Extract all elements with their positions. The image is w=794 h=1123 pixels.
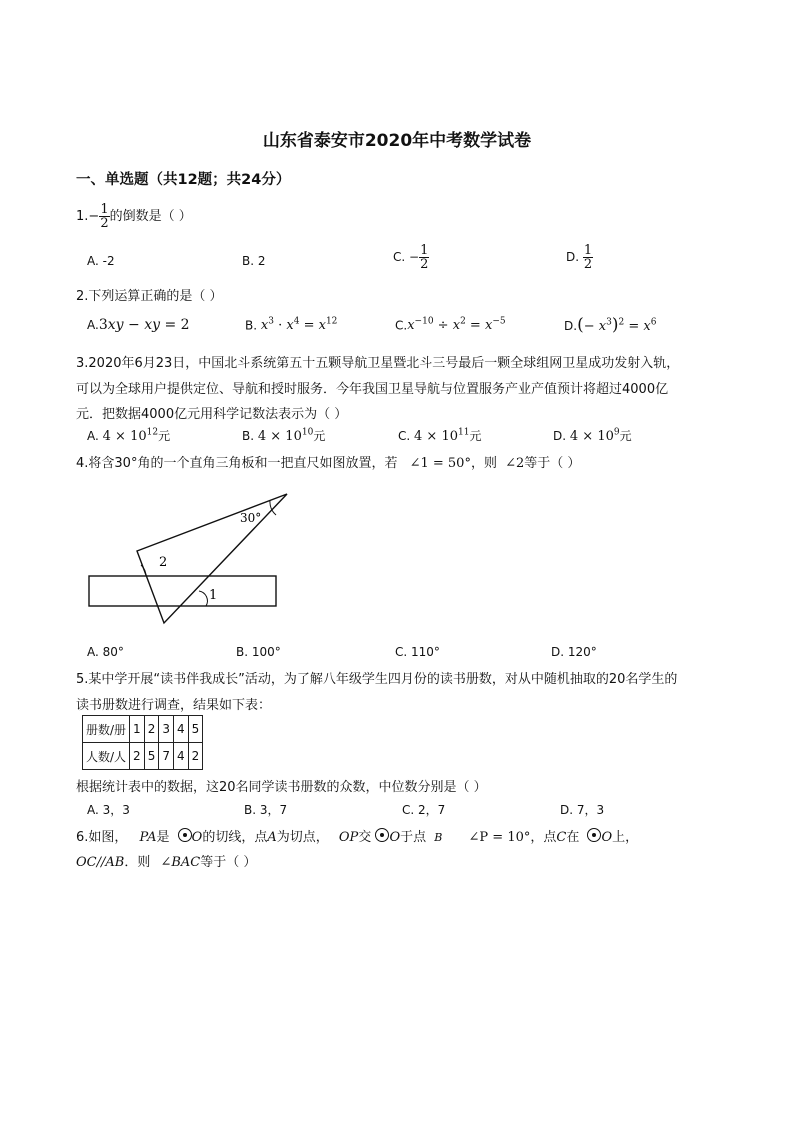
q4-option-a[interactable]: A. 80°	[87, 645, 124, 659]
reading-stats-table	[82, 715, 203, 770]
question-4: 4.将含30°角的一个直角三角板和一把直尺如图放置，若 ∠1 = 50°，则 ∠2等于（ ）	[76, 456, 581, 471]
section-heading: 一、单选题（共12题；共24分）	[76, 172, 291, 188]
table-cell: 5	[188, 716, 203, 743]
table-cell: 5	[144, 743, 159, 770]
q1-stem: 的倒数是（ ）	[109, 209, 192, 224]
q3-option-a[interactable]: A. $4 \times 10^{12}$元	[87, 427, 171, 444]
table-cell: 人数/人	[83, 743, 130, 770]
table-cell: 4	[173, 716, 188, 743]
q5-line-3: 根据统计表中的数据，这20名同学读书册数的众数，中位数分别是（ ）	[76, 780, 487, 795]
table-row	[83, 743, 203, 770]
q1-option-a[interactable]: A. -2	[87, 254, 115, 268]
q3-option-b[interactable]: B. $4 \times 10^{10}$元	[242, 427, 326, 444]
table-cell: 3	[159, 716, 174, 743]
angle-30-label: 30°	[240, 511, 262, 525]
q1-option-c[interactable]: C. − $\frac{1}{2}$	[393, 243, 429, 272]
q3-line-3: 元．把数据4000亿元用科学记数法表示为（ ）	[76, 407, 348, 422]
ruler	[89, 576, 276, 606]
q1-fraction: $\frac{1}{2}$	[100, 202, 109, 231]
q3-option-c[interactable]: C. $4 \times 10^{11}$元	[398, 427, 482, 444]
triangle-ruler-figure	[80, 485, 300, 630]
angle-1-arc	[199, 591, 207, 606]
circle-dot-symbol	[178, 828, 192, 842]
q5-option-a[interactable]: A. 3，3	[87, 803, 130, 817]
q6-line-2: OC//AB．则 ∠BAC等于（ ）	[76, 855, 257, 870]
angle-1-label: 1	[209, 588, 218, 603]
q2-option-d[interactable]: $D.(- x^3)^2 = x^6$	[564, 315, 657, 335]
table-cell: 1	[130, 716, 145, 743]
q1-minus: −	[88, 209, 100, 224]
table-cell: 2	[144, 716, 159, 743]
question-2: 2.下列运算正确的是（ ）	[76, 289, 223, 304]
q5-line-2: 读书册数进行调查，结果如下表：	[76, 698, 272, 713]
q1-option-b[interactable]: B. 2	[242, 254, 266, 268]
circle-dot-symbol	[375, 828, 389, 842]
q3-line-2: 可以为全球用户提供定位、导航和授时服务．今年我国卫星导航与位置服务产业产值预计将超过4000亿	[76, 382, 669, 397]
q2-option-c[interactable]: $C.x^{-10} \div x^2 = x^{-5}$	[395, 317, 506, 334]
q4-option-d[interactable]: D. 120°	[551, 645, 597, 659]
table-cell: 册数/册	[83, 716, 130, 743]
question-1	[76, 203, 192, 230]
q1-number: 1.	[76, 209, 89, 224]
q4-option-c[interactable]: C. 110°	[395, 645, 440, 659]
page-title: 山东省泰安市2020年中考数学试卷	[262, 131, 532, 151]
table-row	[83, 716, 203, 743]
table-cell: 4	[173, 743, 188, 770]
table-cell: 7	[159, 743, 174, 770]
q4-option-b[interactable]: B. 100°	[236, 645, 281, 659]
q5-option-c[interactable]: C. 2，7	[402, 803, 446, 817]
q5-option-d[interactable]: D. 7，3	[560, 803, 605, 817]
q6-line-1: 6.如图， PA是 O的切线，点A为切点， OP交 O于点 B ∠P = 10°，点C在 O上，	[76, 830, 639, 845]
circle-dot-symbol	[587, 828, 601, 842]
table-cell: 2	[188, 743, 203, 770]
q2-option-b[interactable]: B. $x^3 \cdot x^4 = x^{12}$	[245, 317, 338, 334]
q1-option-d[interactable]: D. $\frac{1}{2}$	[566, 243, 593, 272]
q2-option-a[interactable]: A.3xy − xy = 2	[87, 317, 190, 333]
table-cell: 2	[130, 743, 145, 770]
q5-option-b[interactable]: B. 3，7	[244, 803, 288, 817]
angle-2-label: 2	[159, 555, 168, 570]
q3-option-d[interactable]: D. $4 \times 10^9$元	[553, 427, 632, 444]
q5-line-1: 5.某中学开展“读书伴我成长”活动，为了解八年级学生四月份的读书册数，对从中随机抽取的20名学生的	[76, 672, 678, 687]
q3-line-1: 3.2020年6月23日，中国北斗系统第五十五颗导航卫星暨北斗三号最后一颗全球组网卫星成功发射入轨，	[76, 356, 680, 371]
